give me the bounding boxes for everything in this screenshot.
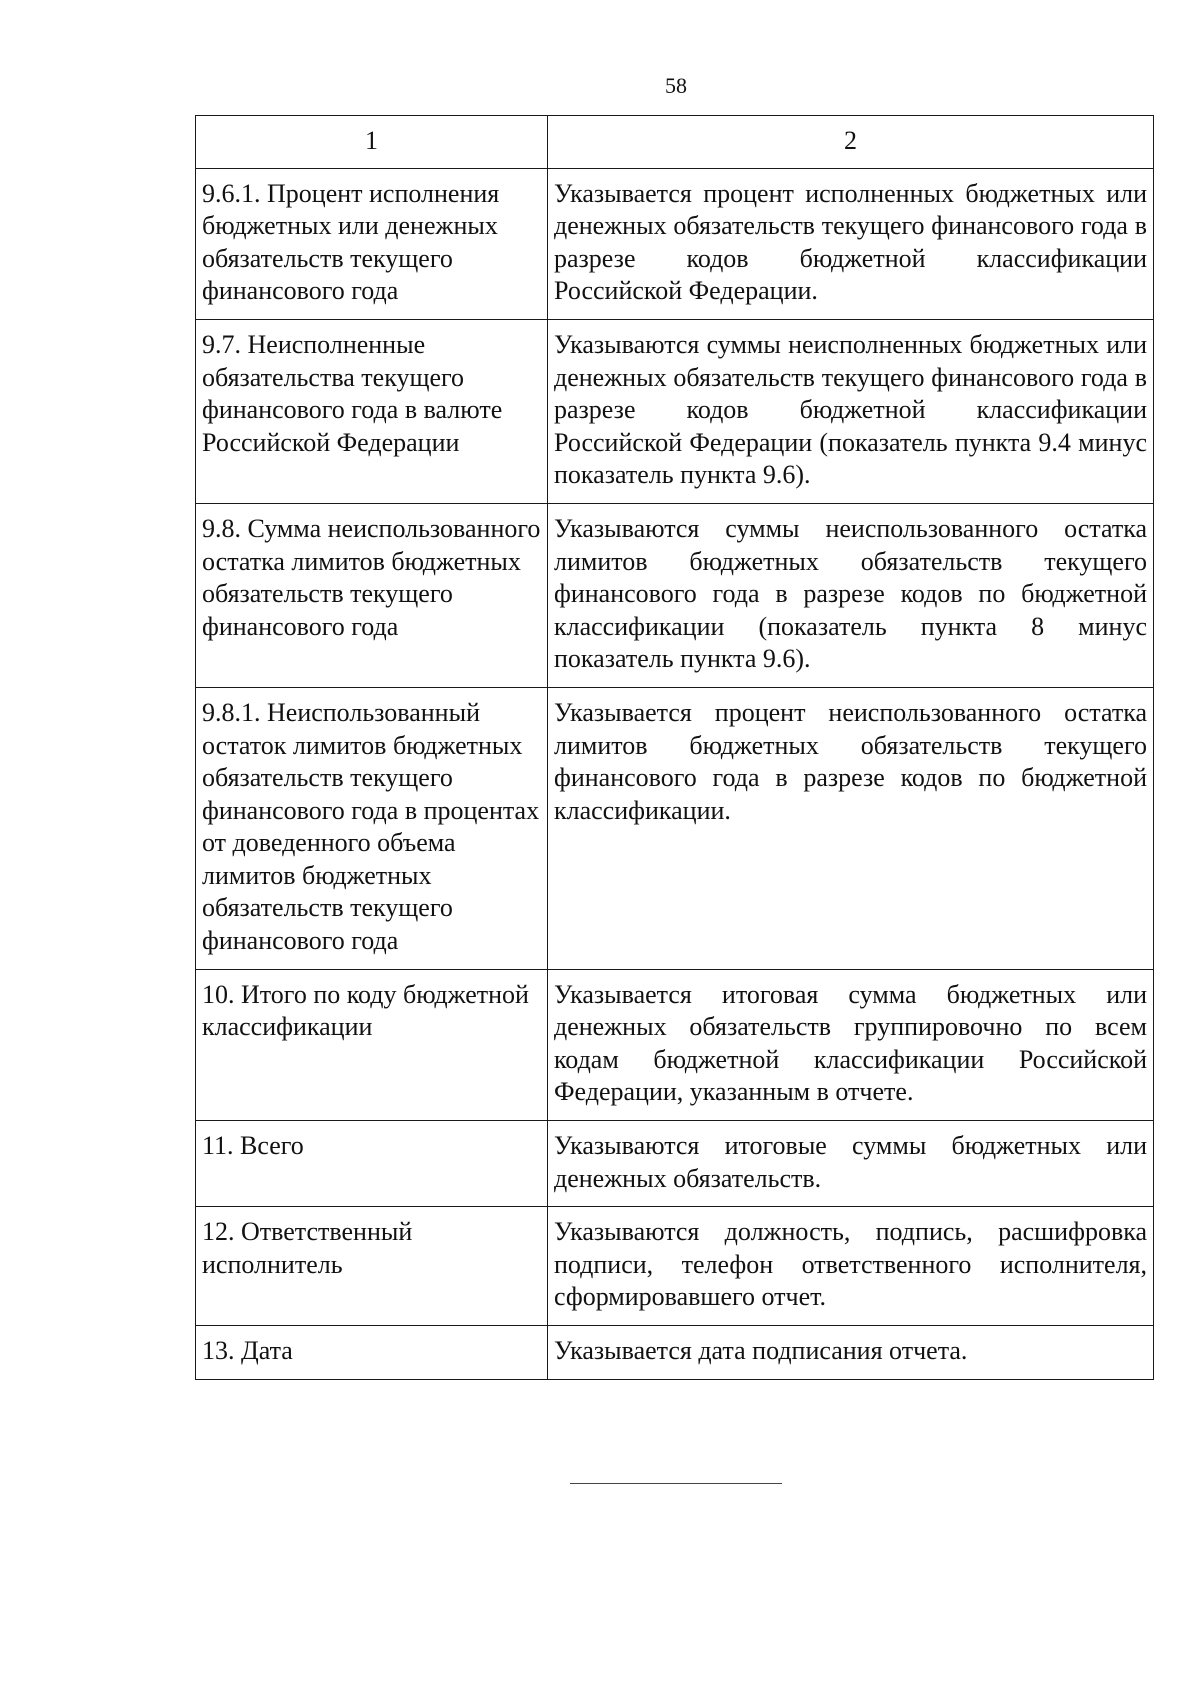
row-item-description: Указываются должность, подпись, расшифровка подписи, телефон ответственного исполнителя, сформировавшего отчет. [548, 1207, 1154, 1326]
table-row [196, 687, 1154, 969]
row-item-label: 11. Всего [196, 1121, 548, 1207]
row-item-description: Указывается процент исполненных бюджетных или денежных обязательств текущего финансового года в разрезе кодов бюджетной классификации Российской Федерации. [548, 168, 1154, 319]
table-header-row [196, 116, 1154, 169]
closing-divider [570, 1483, 782, 1484]
row-item-description: Указывается итоговая сумма бюджетных или денежных обязательств группировочно по всем кодам бюджетной классификации Российской Федерации, указанным в отчете. [548, 969, 1154, 1120]
row-item-description: Указывается дата подписания отчета. [548, 1326, 1154, 1380]
row-item-description: Указываются суммы неиспользованного остатка лимитов бюджетных обязательств текущего финансового года в разрезе кодов по бюджетной классификации (показатель пункта 8 минус показатель пункта 9.6). [548, 503, 1154, 687]
row-item-description: Указывается процент неиспользованного остатка лимитов бюджетных обязательств текущего финансового года в разрезе кодов по бюджетной классификации. [548, 687, 1154, 969]
column-header-1: 1 [196, 116, 548, 169]
row-item-label: 10. Итого по коду бюджетной классификации [196, 969, 548, 1120]
row-item-label: 9.8. Сумма неиспользованного остатка лимитов бюджетных обязательств текущего финансового года [196, 503, 548, 687]
column-header-2: 2 [548, 116, 1154, 169]
table-row [196, 319, 1154, 503]
table-row [196, 969, 1154, 1120]
row-item-label: 9.7. Неисполненные обязательства текущего финансового года в валюте Российской Федерации [196, 319, 548, 503]
row-item-description: Указываются суммы неисполненных бюджетных или денежных обязательств текущего финансового года в разрезе кодов бюджетной классификации Российской Федерации (показатель пункта 9.4 минус показатель пункта 9.6). [548, 319, 1154, 503]
table-row [196, 503, 1154, 687]
row-item-label: 13. Дата [196, 1326, 548, 1380]
row-item-label: 9.6.1. Процент исполнения бюджетных или денежных обязательств текущего финансового года [196, 168, 548, 319]
row-item-label: 9.8.1. Неиспользованный остаток лимитов бюджетных обязательств текущего финансового года в процентах от доведенного объема лимитов бюджетных обязательств текущего финансового года [196, 687, 548, 969]
instructions-table [195, 115, 1154, 1380]
table-row [196, 168, 1154, 319]
table-row [196, 1207, 1154, 1326]
row-item-label: 12. Ответственный исполнитель [196, 1207, 548, 1326]
page-number: 58 [665, 73, 687, 98]
table-row [196, 1121, 1154, 1207]
row-item-description: Указываются итоговые суммы бюджетных или денежных обязательств. [548, 1121, 1154, 1207]
table-row [196, 1326, 1154, 1380]
